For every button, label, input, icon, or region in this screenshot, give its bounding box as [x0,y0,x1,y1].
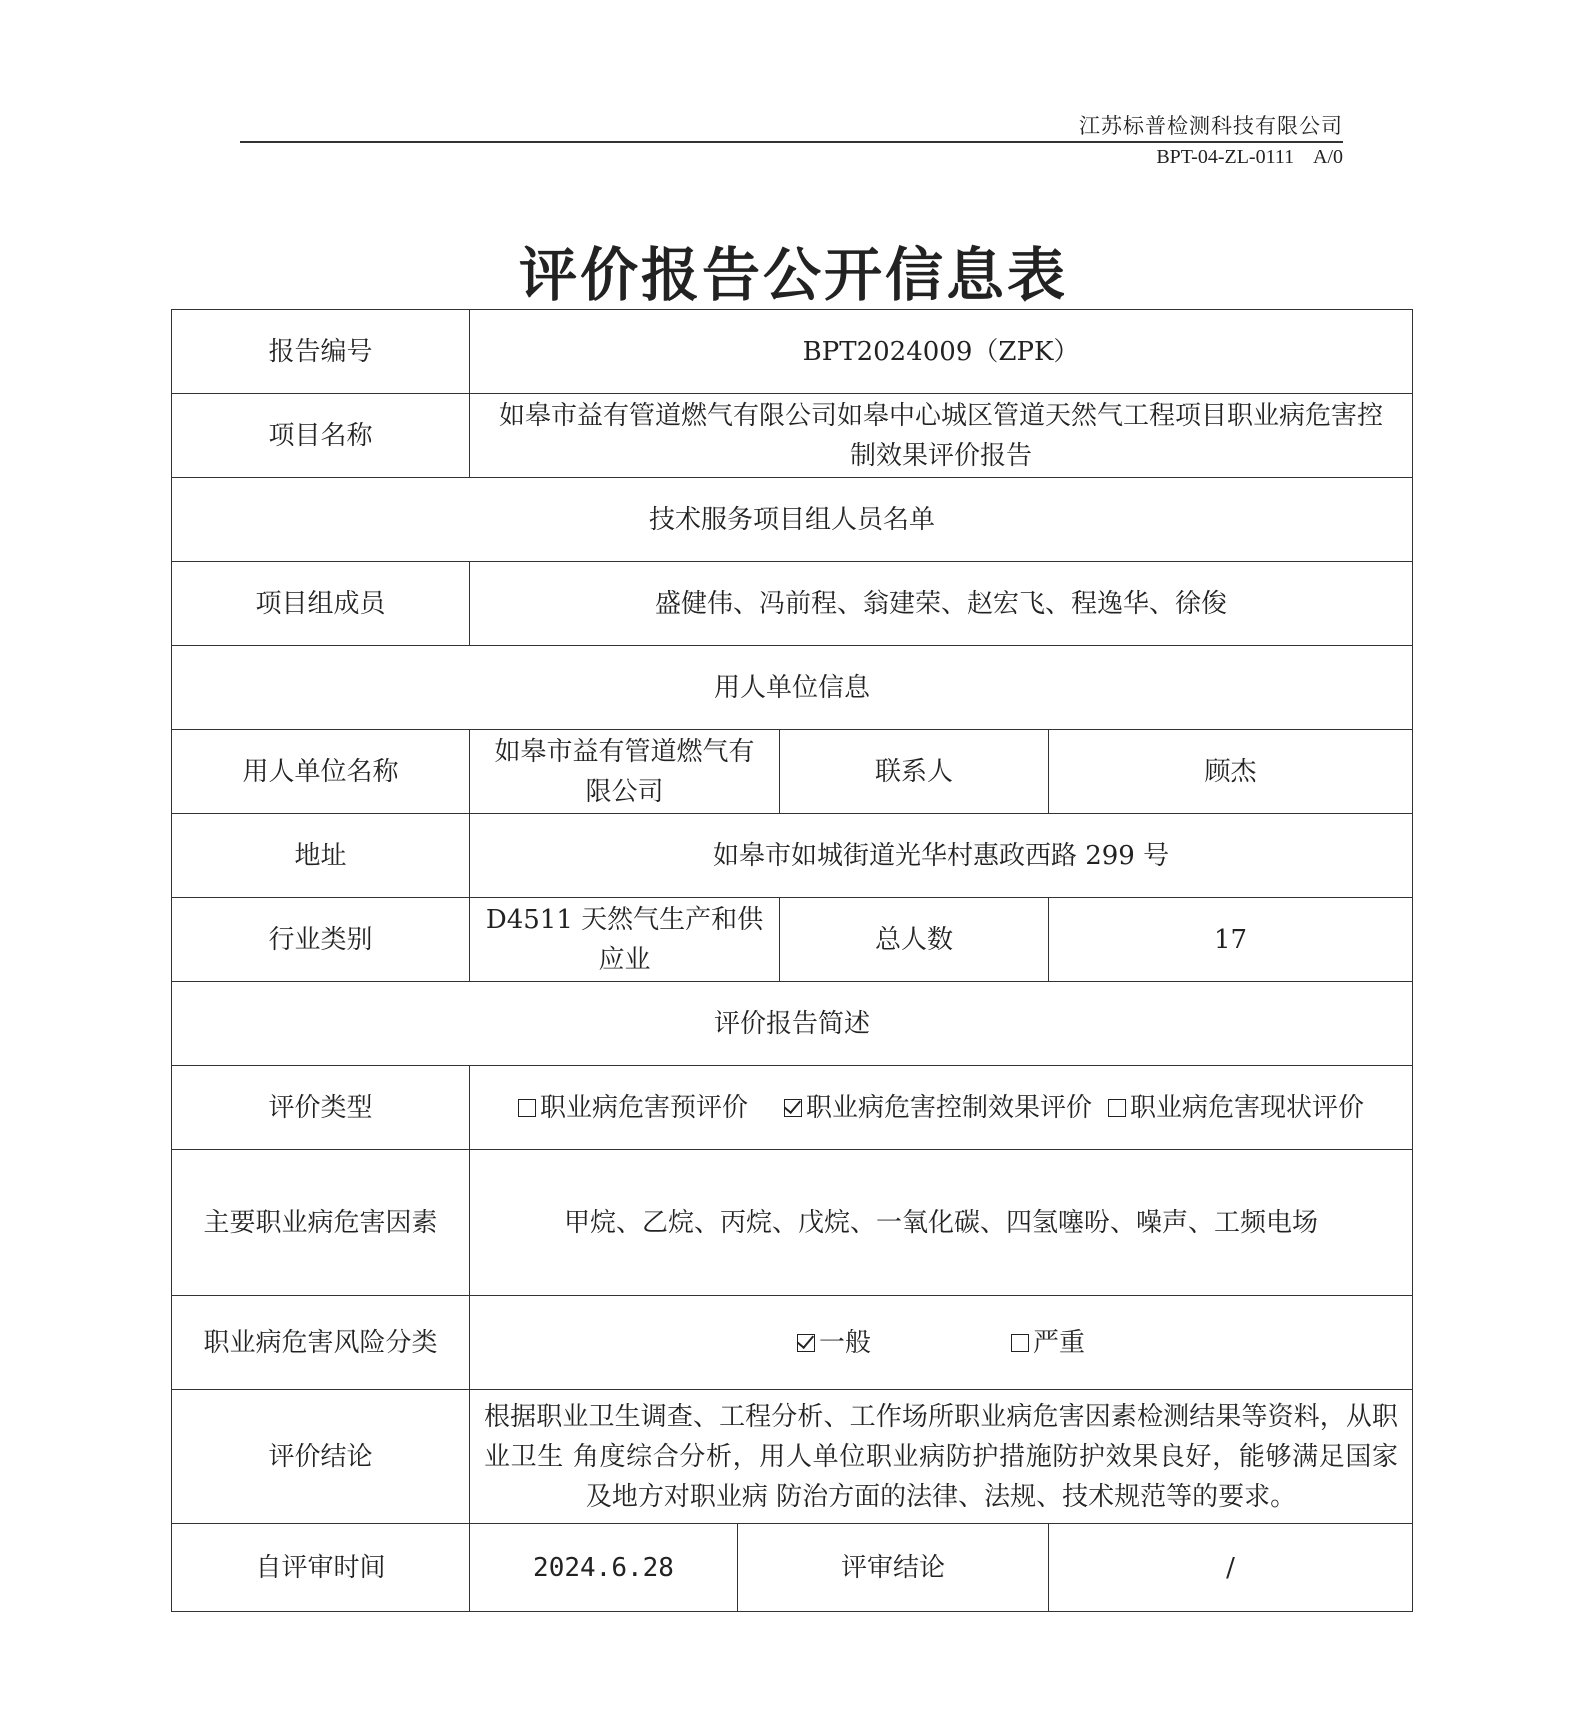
contact-label: 联系人 [780,730,1049,814]
option-label: 严重 [1033,1327,1086,1358]
team-members-label: 项目组成员 [172,562,470,646]
report-no-value: BPT2024009（ZPK） [470,310,1413,394]
checkbox-icon[interactable] [1108,1099,1126,1117]
evaluation-type-option-control[interactable] [784,1088,1092,1128]
info-table [171,309,1413,1612]
option-label: 职业病危害控制效果评价 [806,1092,1093,1123]
risk-class-options [480,1323,1402,1363]
checkbox-icon[interactable] [518,1099,536,1117]
hazards-row [172,1150,1413,1296]
employer-name-label: 用人单位名称 [172,730,470,814]
review-row [172,1524,1413,1612]
conclusion-row [172,1390,1413,1524]
checkbox-icon[interactable] [1011,1334,1029,1352]
team-members-value: 盛健伟、冯前程、翁建荣、赵宏飞、程逸华、徐俊 [470,562,1413,646]
risk-option-severe[interactable] [1011,1323,1085,1363]
project-name-value: 如皋市益有管道燃气有限公司如皋中心城区管道天然气工程项目职业病危害控制效果评价报告 [470,394,1413,478]
team-section-row [172,478,1413,562]
review-result-label: 评审结论 [738,1524,1049,1612]
review-time-value: 2024.6.28 [470,1524,738,1612]
evaluation-type-option-pre[interactable] [518,1088,748,1128]
company-name: 江苏标普检测科技有限公司 [1079,114,1343,138]
employer-name-row [172,730,1413,814]
report-no-row [172,310,1413,394]
risk-class-row [172,1296,1413,1390]
report-no-label: 报告编号 [172,310,470,394]
evaluation-type-row [172,1066,1413,1150]
address-value: 如皋市如城街道光华村惠政西路 299 号 [470,814,1413,898]
evaluation-type-label: 评价类型 [172,1066,470,1150]
review-time-label: 自评审时间 [172,1524,470,1612]
address-row [172,814,1413,898]
summary-section-row [172,982,1413,1066]
contact-value: 顾杰 [1049,730,1413,814]
address-label: 地址 [172,814,470,898]
evaluation-type-option-current[interactable] [1108,1088,1364,1128]
hazards-value: 甲烷、乙烷、丙烷、戊烷、一氧化碳、四氢噻吩、噪声、工频电场 [470,1150,1413,1296]
employer-section-heading: 用人单位信息 [172,646,1413,730]
project-name-label: 项目名称 [172,394,470,478]
hazards-label: 主要职业病危害因素 [172,1150,470,1296]
review-result-value: / [1049,1524,1413,1612]
industry-row [172,898,1413,982]
risk-class-label: 职业病危害风险分类 [172,1296,470,1390]
document-number: BPT-04-ZL-0111 A/0 [1156,146,1343,168]
employer-section-row [172,646,1413,730]
summary-section-heading: 评价报告简述 [172,982,1413,1066]
header-rule [240,141,1343,143]
team-members-row [172,562,1413,646]
option-label: 一般 [819,1327,872,1358]
option-label: 职业病危害现状评价 [1130,1092,1365,1123]
risk-option-general[interactable] [797,1323,871,1363]
conclusion-label: 评价结论 [172,1390,470,1524]
employer-name-value: 如皋市益有管道燃气有限公司 [470,730,780,814]
industry-value: D4511 天然气生产和供应业 [470,898,780,982]
conclusion-value: 根据职业卫生调查、工程分析、工作场所职业病危害因素检测结果等资料，从职业卫生 角度综合分析，用人单位职业病防护措施防护效果良好，能够满足国家及地方对职业病 防治方面的法律、法规、技术规范等的要求。 [470,1390,1413,1524]
checkbox-checked-icon[interactable] [797,1334,815,1352]
evaluation-type-options [474,1088,1408,1128]
industry-label: 行业类别 [172,898,470,982]
headcount-label: 总人数 [780,898,1049,982]
page-title: 评价报告公开信息表 [518,241,1068,309]
project-name-row [172,394,1413,478]
headcount-value: 17 [1049,898,1413,982]
checkbox-checked-icon[interactable] [784,1099,802,1117]
team-section-heading: 技术服务项目组人员名单 [172,478,1413,562]
option-label: 职业病危害预评价 [540,1092,749,1123]
